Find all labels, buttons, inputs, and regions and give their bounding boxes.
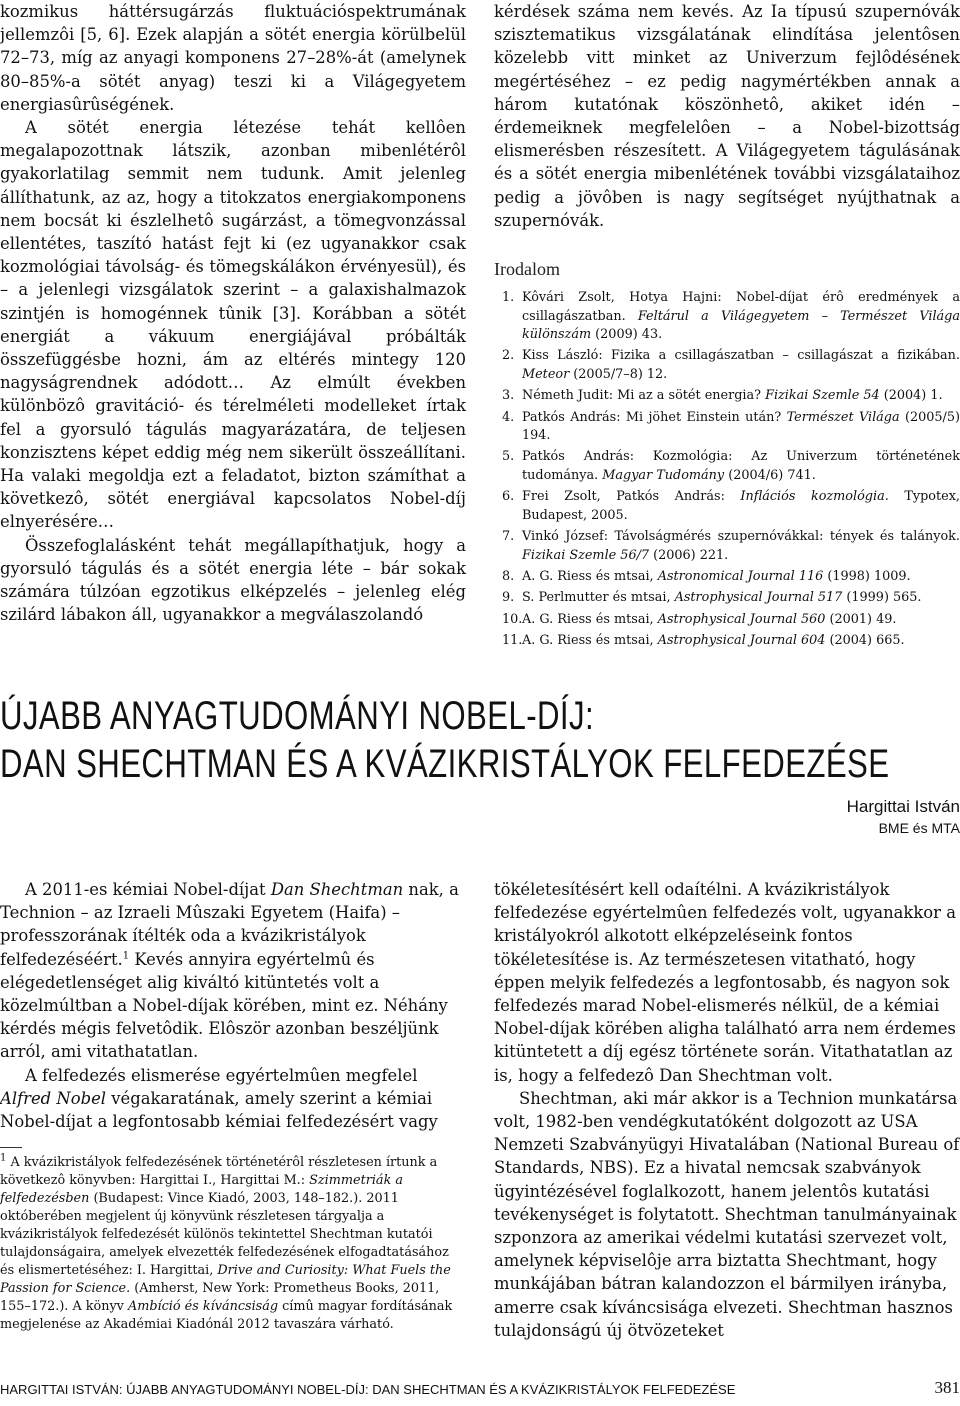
- reference-item: 10. A. G. Riess és mtsai, Astrophysical Journal 560 (2001) 49.: [502, 611, 897, 627]
- reference-item: 2. Kiss László: Fizika a csillagászatban – csillagászat a fizikában. Meteor (2005/7–8) 12.: [502, 348, 960, 382]
- running-title: HARGITTAI ISTVÁN: ÚJABB ANYAGTUDOMÁNYI NOBEL-DÍJ: DAN SHECHTMAN ÉS A KVÁZIKRISTÁLYOK FELFEDEZÉSE: [0, 1382, 736, 1397]
- top-right-column: [494, 0, 960, 654]
- bottom-right-column: [494, 878, 960, 1342]
- reference-item: 1. Kôvári Zsolt, Hotya Hajni: Nobel-díjat érô eredmények a csillagászatban. Feltárul a Világegyetem – Természet Világa különszám (2009) 43.: [502, 290, 960, 343]
- reference-item: 11. A. G. Riess és mtsai, Astrophysical Journal 604 (2004) 665.: [502, 633, 905, 649]
- page-number: 381: [934, 1378, 960, 1397]
- author-affiliation: BME és MTA: [878, 820, 960, 836]
- paragraph: A felfedezés elismerése egyértelmûen megfelel Alfred Nobel végakaratának, amely szerint a kémiai Nobel-díjat a legfontosabb kémiai felfedezésért vagy: [0, 1065, 438, 1132]
- reference-item: 9. S. Perlmutter és mtsai, Astrophysical Journal 517 (1999) 565.: [502, 590, 922, 606]
- title-line-2: DAN SHECHTMAN ÉS A KVÁZIKRISTÁLYOK FELFEDEZÉSE: [0, 742, 890, 786]
- title-line-1: ÚJABB ANYAGTUDOMÁNYI NOBEL-DÍJ:: [0, 694, 595, 738]
- person-name: Dan Shechtman: [270, 880, 404, 899]
- person-name: Alfred Nobel: [0, 1088, 107, 1108]
- reference-item: 5. Patkós András: Kozmológia: Az Univerzum történetének tudománya. Magyar Tudomány (2004/6) 741.: [502, 449, 960, 483]
- paragraph: A 2011-es kémiai Nobel-díjat Dan Shechtman nak, a Technion – az Izraeli Mûszaki Egyetem (Haifa) – professzorának ítélték oda a kvázikristályok felfedezéséért.$^1$ Kevés annyira egyértelmû és elégedetlenséget alig kiváltó kitüntetés volt a közelmúltban a Nobel-díjak körében, mint ez. Néhány kérdés mégis felvetôdik. Elôször azonban beszéljünk arról, ami vitathatatlan.: [0, 880, 459, 1062]
- author-name: Hargittai István: [846, 797, 960, 816]
- references-list: [494, 289, 960, 650]
- paragraph: tökéletesítésért kell odaítélni. A kvázikristályok felfedezése egyértelmûen felfedezés volt, ugyanakkor a kristályokról alkotott elképzeléseink fontos tökéletesítése is. Az természetesen vitatható, hogy éppen melyik felfedezés a legfontosabb, és nagyon sok felfedezés marad Nobel-elismerés nélkül, de a kémiai Nobel-díjak körében aligha található arra nem érdemes kitüntetett a díj egész története során. Vitathatatlan az is, hogy a felfedezô Dan Shechtman volt.: [494, 880, 956, 1085]
- reference-item: 8. A. G. Riess és mtsai, Astronomical Journal 116 (1998) 1009.: [502, 568, 911, 584]
- reference-item: 3. Németh Judit: Mi az a sötét energia? Fizikai Szemle 54 (2004) 1.: [502, 388, 943, 404]
- reference-item: 7. Vinkó József: Távolságmérés szupernóvákkal: tények és talányok. Fizikai Szemle 56/7 (2006) 221.: [502, 529, 960, 563]
- footnote-marker: 1: [122, 950, 130, 962]
- references-heading: Irodalom: [494, 259, 560, 280]
- reference-item: 4. Patkós András: Mi jöhet Einstein után? Természet Világa (2005/5) 194.: [502, 409, 960, 444]
- footnote: $^1$ A kvázikristályok felfedezésének történetérôl részletesen írtunk a következô könyvben: Hargittai I., Hargittai M.: Szimmetriák a felfedezésben (Budapest: Vince Kiadó, 2003, 148–182.). 2011 októberében megjelent új könyvünk részletesen tárgyalja a kvázikristályok felfedezését különös tekintettel Shechtman kutatói tulajdonságaira, amelyek elvezették felfedezésének elfogadtatásához és elismertetéséhez: I. Hargittai, Drive and Curiosity: What Fuels the Passion for Science. (Amherst, New York: Prometheus Books, 2011, 155–172.). A könyv Ambíció és kíváncsiság címû magyar fordításának megjelenése az Akadémiai Kiadónál 2012 tavaszára várható.: [0, 1147, 466, 1334]
- paragraph: Shechtman, aki már akkor is a Technion munkatársa volt, 1982-ben vendégkutatóként dolgozott az USA Nemzeti Szabványügyi Hivatalában (National Bureau of Standards, NBS). Ez a hivatal nemcsak szabványok ügyintézésével foglalkozott, hanem jelentôs kutatási tevékenységet is folytatott. Shechtman tanulmányainak szponzora az amerikai védelmi kutatási szervezet volt, amelynek képviselôje arra biztatta Shechtmant, hogy munkájában bátran kalandozzon el bármilyen irányba, amerre csak kíváncsisága elvezeti. Shechtman hasznos tulajdonságú új ötvözeteket: [494, 1088, 960, 1340]
- paragraph: Összefoglalásként tehát megállapíthatjuk, hogy a gyorsuló tágulás és a sötét energia léte – bár sokak számára túlzóan egzotikus elképzelés – jelenleg elég szilárd lábakon áll, ugyanakkor a megválaszolandó: [0, 535, 466, 625]
- paragraph: kozmikus háttérsugárzás fluktuációspektrumának jellemzôi [5, 6]. Ezek alapján a sötét energia körülbelül 72–73, míg az anyagi komponens 27–28%-át (amelynek 80–85%-a sötét anyag) teszi ki a Világegyetem energiasûrûségének.: [0, 2, 466, 114]
- footnote-rule: [0, 1147, 22, 1148]
- top-left-column: [0, 0, 466, 626]
- bottom-left-column: [0, 878, 466, 1334]
- footnote-number: 1: [0, 1152, 7, 1164]
- paragraph: kérdések száma nem kevés. Az Ia típusú szupernóvák szisztematikus vizsgálatának elindítása jelentôsen közelebb vitt minket az Univerzum fejlôdésének megértéséhez – ez pedig nagymértékben annak a három kutatónak köszönhetô, akiket idén – érdemeiknek megfelelôen – a Nobel-bizottság elismerésben részesített. A Világegyetem tágulásának és a sötét energia mibenlétének további vizsgálataihoz pedig a jövôben is nagy segítséget nyújthatnak a szupernóvák.: [494, 2, 960, 230]
- reference-item: 6. Frei Zsolt, Patkós András: Inflációs kozmológia. Typotex, Budapest, 2005.: [502, 489, 960, 523]
- paragraph: A sötét energia létezése tehát kellôen megalapozottnak látszik, azonban mibenlétérôl gyakorlatilag semmit nem tudunk. Amit jelenleg állíthatunk, az az, hogy a titokzatos energiakomponens nem bocsát ki észlelhetô sugárzást, a tömegvonzással ellentétes, taszító hatást fejt ki (ez ugyanakkor csak kozmológiai távolság- és tömegskálákon érvényesül), és – a jelenlegi vizsgálatok szerint – a galaxishalmazok szintjén is homogénnek tûnik [3]. Korábban a sötét energiát a vákuum energiájával próbálták összefüggésbe hozni, ám az eltérés mintegy 120 nagyságrendnek adódott… Az elmúlt években különbözô gravitáció- és térelméleti modelleket írtak fel a gyorsuló tágulás magyarázatára, de teljesen konzisztens képet eddig még nem sikerült összeállítani. Ha valaki megoldja ezt a feladatot, bizton számíthat a következô, sötét energiával kapcsolatos Nobel-díj elnyerésére…: [0, 118, 466, 532]
- running-footer: [0, 1378, 960, 1397]
- author-block: [847, 796, 960, 838]
- article-title: [0, 692, 960, 788]
